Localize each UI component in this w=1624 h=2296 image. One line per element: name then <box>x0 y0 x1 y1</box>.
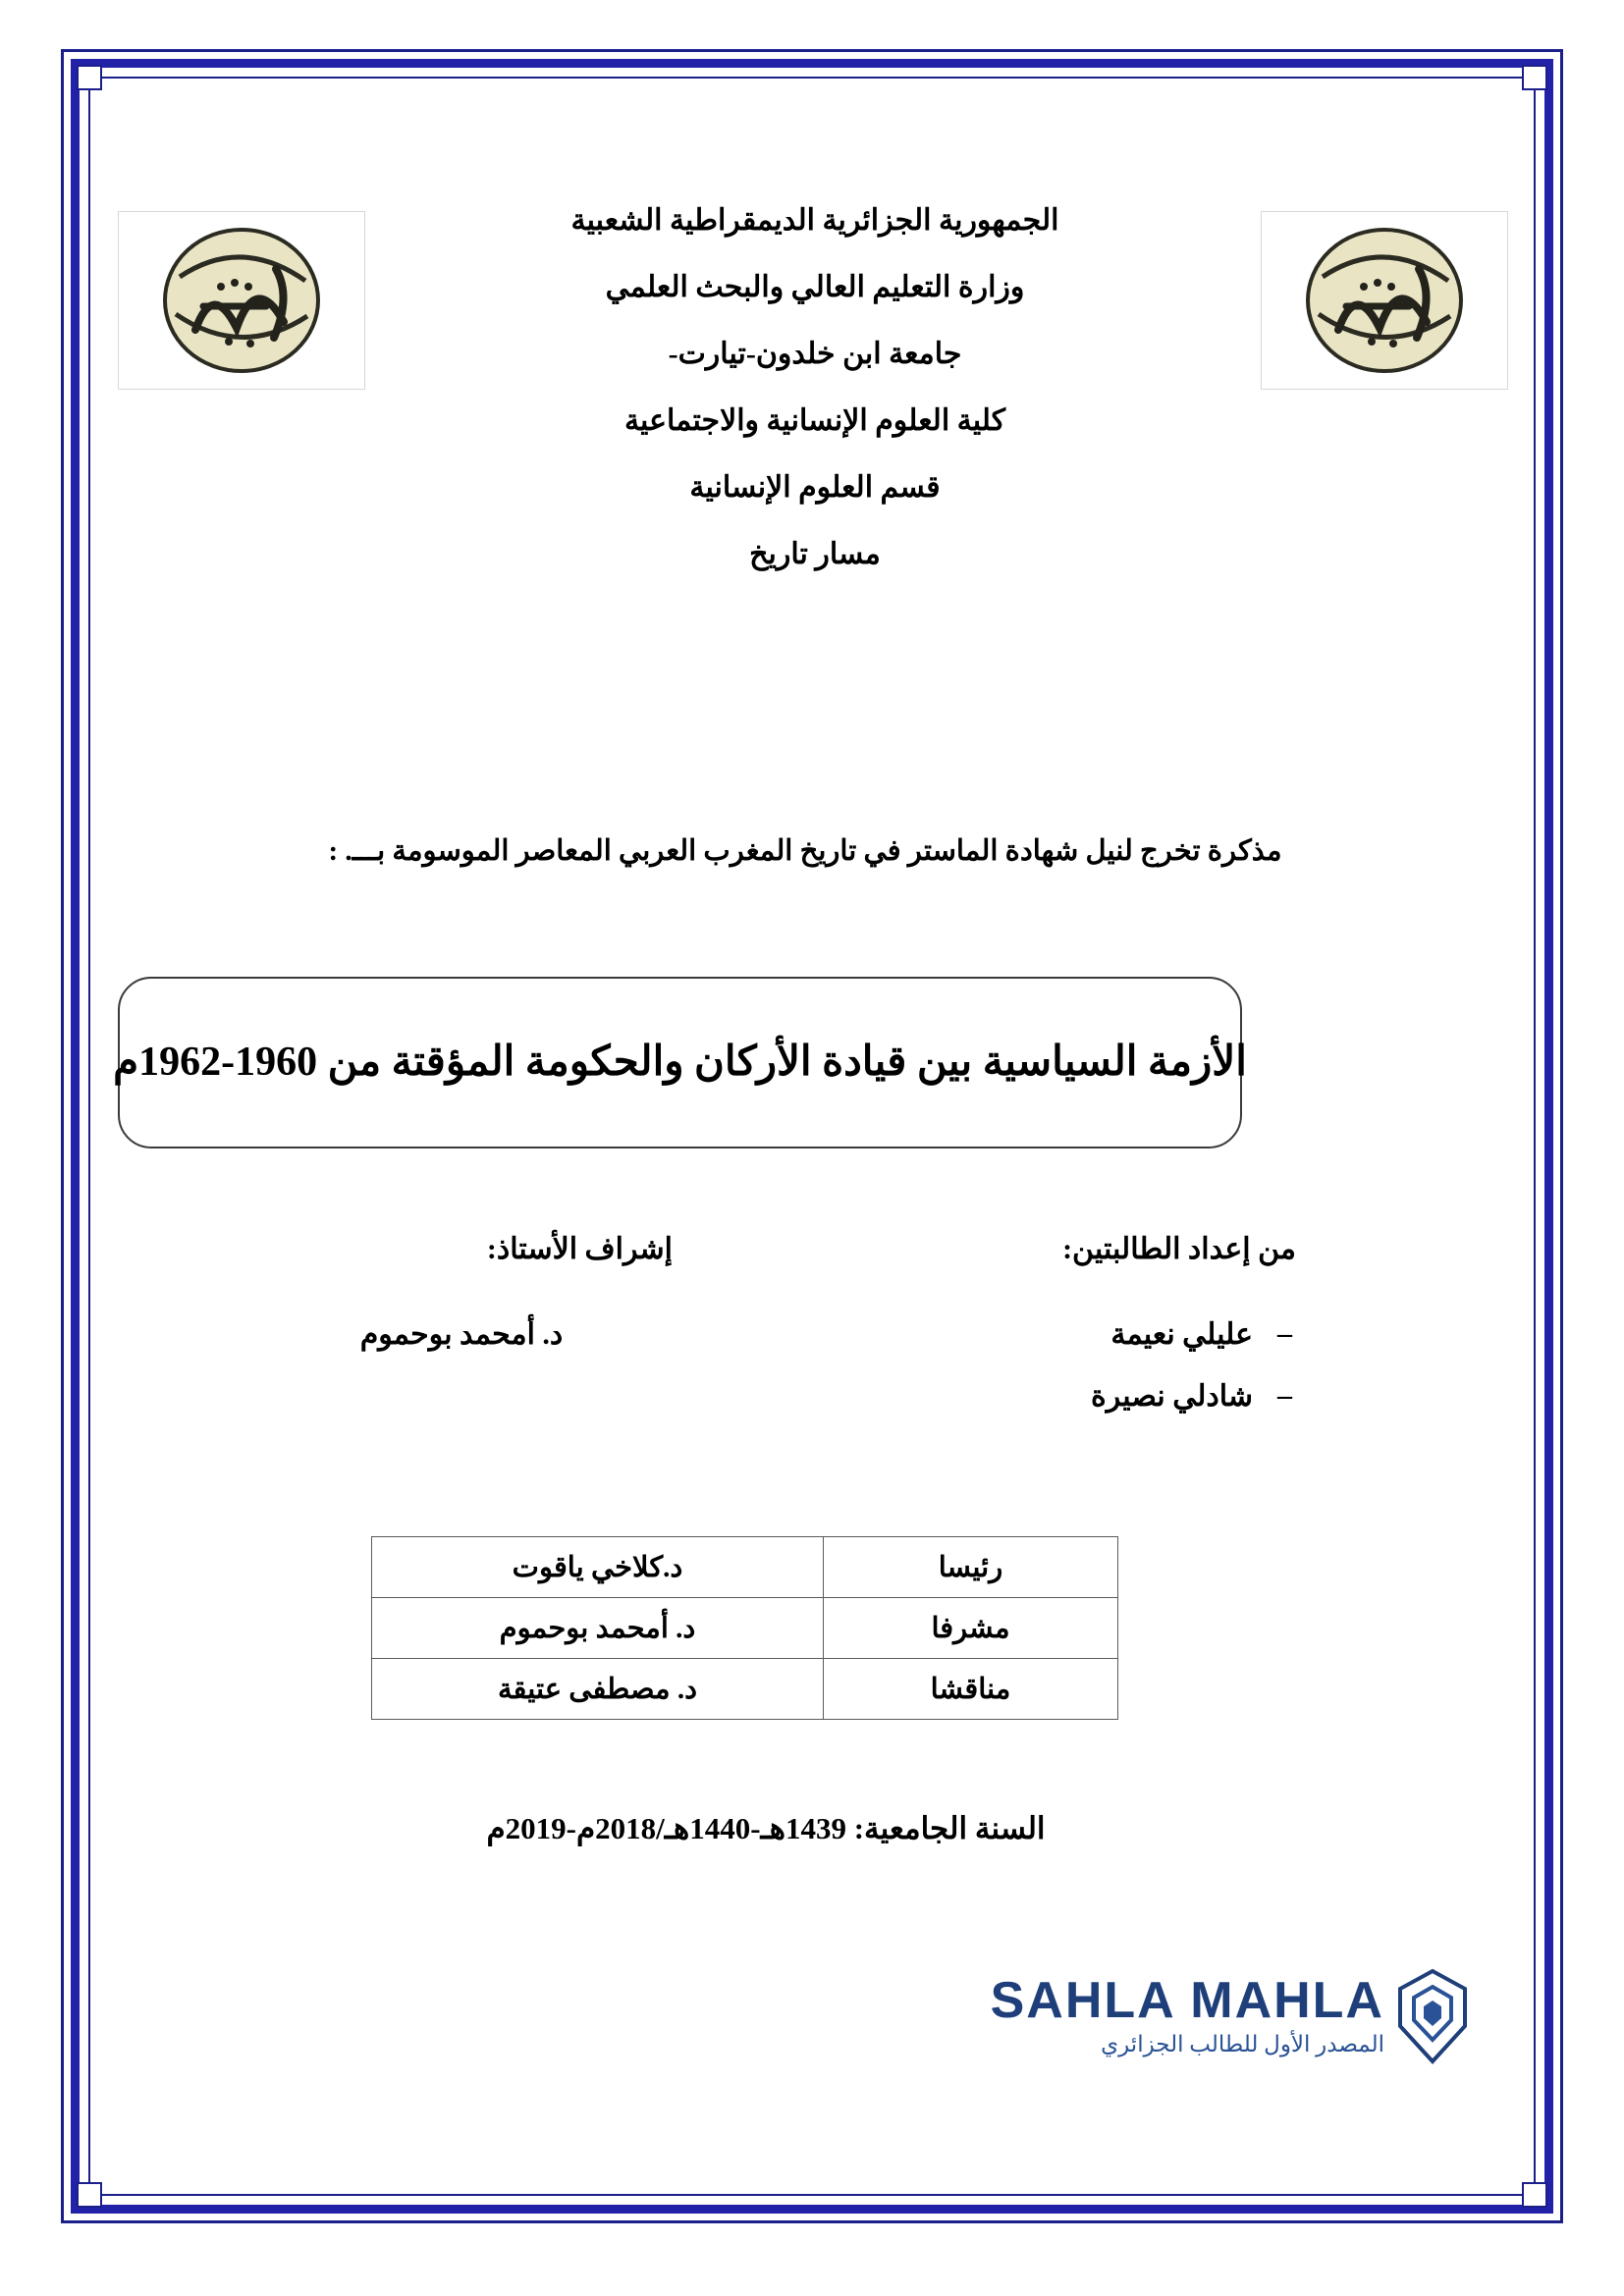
thesis-title-box <box>113 977 1247 1148</box>
jury-role: رئيسا <box>824 1537 1118 1598</box>
jury-name: د.كلاخي ياقوت <box>372 1537 824 1598</box>
jury-role: مناقشا <box>824 1659 1118 1720</box>
authors-supervisor-row <box>118 1232 1296 1477</box>
header-line-faculty: كلية العلوم الإنسانية والاجتماعية <box>623 404 1006 437</box>
table-row <box>372 1659 1118 1720</box>
list-dash: – <box>1277 1317 1292 1350</box>
thesis-statement: مذكرة تخرج لنيل شهادة الماستر في تاريخ المغرب العربي المعاصر الموسومة بـــ. : <box>328 835 1282 867</box>
students-column <box>835 1232 1296 1441</box>
watermark-tagline: المصدر الأول للطالب الجزائري <box>1101 2032 1384 2056</box>
supervisor-column <box>250 1232 673 1352</box>
supervisor-name: د. أمحمد بوحموم <box>359 1318 564 1351</box>
border-corner-bottom-left <box>77 2182 102 2208</box>
university-logo-right <box>1261 211 1508 390</box>
jury-name: د. مصطفى عتيقة <box>372 1659 824 1720</box>
header-line-department: قسم العلوم الإنسانية <box>689 471 941 504</box>
watermark-brand: SAHLA MAHLA <box>990 1972 1384 2029</box>
student-name: شادلي نصيرة <box>1091 1380 1253 1413</box>
university-logo-left <box>118 211 365 390</box>
table-row <box>372 1537 1118 1598</box>
page-content <box>113 108 1506 2169</box>
header-line-specialty: مسار تاريخ <box>749 538 881 570</box>
border-corner-top-right <box>1522 65 1547 90</box>
jury-role: مشرفا <box>824 1598 1118 1659</box>
students-label: من إعداد الطالبتين: <box>1062 1233 1296 1265</box>
academic-year: السنة الجامعية: 1439هـ-1440هـ/2018م-2019م <box>486 1811 1046 1845</box>
header-line-country: الجمهورية الجزائرية الديمقراطية الشعبية <box>570 204 1059 237</box>
watermark <box>785 1963 1473 2081</box>
border-corner-bottom-right <box>1522 2182 1547 2208</box>
watermark-logo-icon <box>1392 1967 1473 2065</box>
header-line-university: جامعة ابن خلدون-تيارت- <box>668 338 962 370</box>
jury-name: د. أمحمد بوحموم <box>372 1598 824 1659</box>
list-dash: – <box>1277 1379 1292 1412</box>
institution-header <box>383 206 1247 569</box>
table-row <box>372 1598 1118 1659</box>
supervisor-label: إشراف الأستاذ: <box>486 1233 673 1265</box>
border-corner-top-left <box>77 65 102 90</box>
thesis-title: الأزمة السياسية بين قيادة الأركان والحكومة المؤقتة من 1960-1962م <box>113 1040 1247 1086</box>
student-name: عليلي نعيمة <box>1110 1318 1253 1351</box>
student-item <box>835 1317 1296 1352</box>
header-line-ministry: وزارة التعليم العالي والبحث العلمي <box>605 271 1025 303</box>
jury-table <box>371 1536 1118 1720</box>
student-item <box>835 1379 1296 1414</box>
